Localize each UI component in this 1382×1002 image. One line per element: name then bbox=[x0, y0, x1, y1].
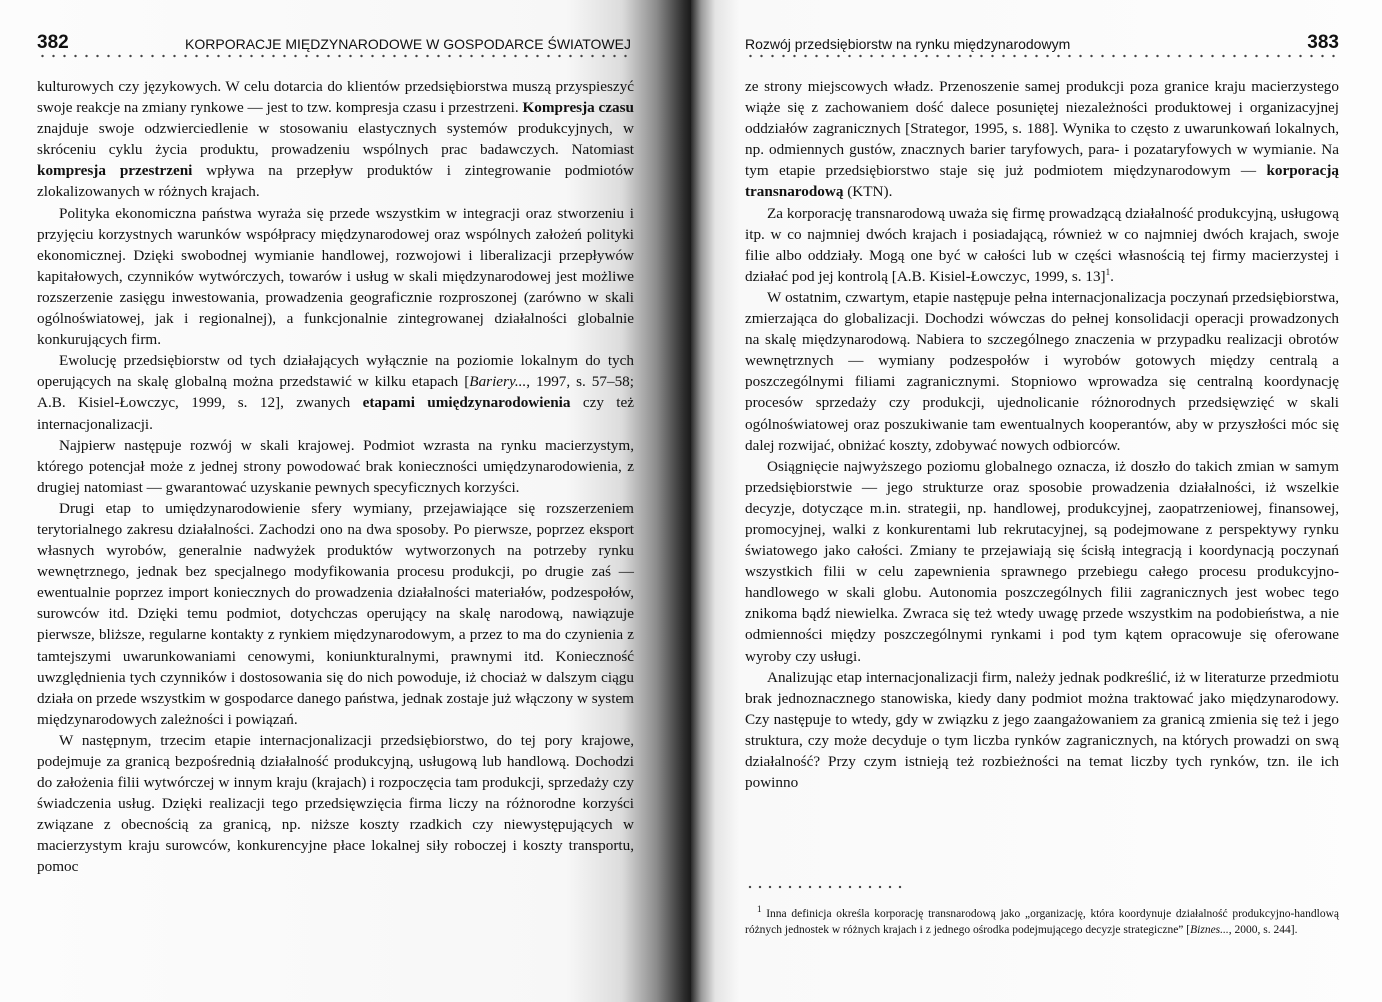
paragraph bbox=[745, 667, 1339, 794]
right-running-title: Rozwój przedsiębiorstw na rynku międzynarodowym bbox=[745, 36, 1071, 52]
left-body-text bbox=[37, 76, 634, 878]
bold-term: korporacją transnarodową bbox=[745, 162, 1339, 201]
right-page bbox=[691, 0, 1382, 1002]
footnote bbox=[745, 906, 1339, 938]
left-running-title: KORPORACJE MIĘDZYNARODOWE W GOSPODARCE ŚWIATOWEJ bbox=[185, 36, 631, 52]
text-run: Analizując etap internacjonalizacji firm, należy jednak podkreślić, iż w literaturze przedmiotu brak jednoznacznego stanowiska, kiedy dany podmiot można traktować jako międzynarodowy. Czy następuje to wtedy, gdy w związku z jego zaangażowaniem za granicą zmienia się też i jego struktura, czy może decyduje o tym liczba rynków zagranicznych, na których prowadzi on swą działalność? Przy czym istnieją też rozbieżności na temat liczby tych rynków, tzn. ile ich powinno bbox=[745, 668, 1339, 792]
paragraph bbox=[37, 203, 634, 351]
right-page-number: 383 bbox=[1307, 32, 1339, 53]
left-running-header bbox=[37, 30, 631, 56]
text-run: Osiągnięcie najwyższego poziomu globalnego oznacza, iż doszło do takich zmian w samym przedsiębiorstwie — jego strukturze oraz sposobie prowadzenia działalności, iż wszelkie decyzje, dotyczące m.in. strategii, np. handlowej, produkcyjnej, zaopatrzeniowej, finansowej, promocyjnej, walki z konkurentami lub rekrutacyjnej, są podejmowane z perspektywy rynku światowego jako całości. Zmiany te przejawiają się ścisłą integracją i koordynacją poczynań wszystkich filii w celu zapewnienia sprawnego przebiegu całego procesu produkcyjno-handlowego w skali globu. Autonomia poszczególnych filii zagranicznych jest wobec tego znikoma bądź niewielka. Zwraca się też wtedy uwagę przede wszystkim na podobieństwa, a nie odmienności między poszczególnymi rynkami i pod tym kątem opracowuje się oferowane wyroby czy usługi. bbox=[745, 457, 1339, 665]
text-run: Drugi etap to umiędzynarodowienie sfery wymiany, przejawiające się rozszerzeniem terytorialnego zakresu działalności. Zachodzi ono na dwa sposoby. Po pierwsze, poprzez eksport własnych wyrobów, generalnie nadwyżek produktów wytworzonych na potrzeby rynku wewnętrznego, jednak bez specjalnego modyfikowania procesu produkcji, po drugie zaś — ewentualnie poprzez import koniecznych do prowadzenia działalności materiałów, podzespołów, surowców itd. Dzięki temu podmiot, dotychczas operujący na skalę narodową, nawiązuje pierwsze, bliższe, regularne kontakty z rynkiem międzynarodowym, a przez to ma do czynienia z tamtejszymi uwarunkowaniami cenowymi, koniunkturalnymi, prawnymi itd. Konieczność uwzględnienia tych czynników i dostosowania się do nich powoduje, iż chociaż w dalszym ciągu działa on przede wszystkim w gospodarce danego państwa, jednak zostaje już włączony w system międzynarodowych zależności i powiązań. bbox=[37, 499, 634, 728]
right-running-header bbox=[745, 30, 1339, 56]
bold-term: kompresja przestrzeni bbox=[37, 162, 193, 180]
paragraph bbox=[745, 76, 1339, 203]
text-run: . bbox=[1110, 267, 1114, 285]
text-run: wpływa na przepływ produktów i zintegrowanie podmiotów zlokalizowanych w różnych krajach. bbox=[37, 162, 634, 201]
bold-term: etapami umiędzynarodowienia bbox=[362, 394, 571, 412]
right-body-text bbox=[745, 76, 1339, 793]
footnote-marker: 1 bbox=[757, 904, 762, 915]
text-run: znajduje swoje odzwierciedlenie w stosowaniu elastycznych systemów produkcyjnych, w skróceniu cyklu życia produktu, prowadzeniu wspólnych prac badawczych. Natomiast bbox=[37, 120, 634, 159]
paragraph bbox=[37, 350, 634, 434]
left-page-number: 382 bbox=[37, 32, 69, 53]
paragraph bbox=[745, 287, 1339, 456]
text-run: Inna definicja określa korporację transnarodową jako „organizację, która koordynuje działalność produkcyjno-handlową różnych jednostek w różnych krajach i z jednego ośrodka podejmującego decyzje strategiczne” [ bbox=[745, 908, 1339, 936]
text-run: Najpierw następuje rozwój w skali krajowej. Podmiot wzrasta na rynku macierzystym, którego potencjał może z jednej strony powodować brak konieczności umiędzynarodowienia, z drugiej natomiast — gwarantować uzyskanie pewnych specyficznych korzyści. bbox=[37, 436, 634, 496]
text-run: W następnym, trzecim etapie internacjonalizacji przedsiębiorstwo, do tej pory krajowe, podejmuje za granicą bezpośrednią działalność produkcyjną, usługową lub handlową. Dochodzi do założenia filii wytwórczej w innym kraju (krajach) i rozpoczęcia tam produkcji, sprzedaży czy świadczenia usług. Dzięki realizacji tego przedsięwzięcia firma liczy na różnorodne korzyści związane z obecnością za granicą, np. niższe koszty rzadkich czy niewystępujących w macierzystym kraju surowców, konkurencyjne płace lokalnej siły roboczej i koszty transportu, pomoc bbox=[37, 731, 634, 876]
text-run: Ewolucję przedsiębiorstw od tych działających wyłącznie na poziomie lokalnym do tych operujących na skalę globalną można przedstawić w kilku etapach [ bbox=[37, 352, 634, 391]
text-run: (KTN). bbox=[843, 183, 893, 201]
left-header-dotted-rule bbox=[37, 54, 631, 58]
text-run: Polityka ekonomiczna państwa wyraża się przede wszystkim w integracji oraz stworzeniu i przyjęciu korzystnych warunków współpracy międzynarodowej oraz wspólnych założeń polityki ekonomicznej. Dzięki swobodnej wymianie handlowej, rozwojowi i liberalizacji przepływów kapitałowych, czynników wytwórczych, towarów i usług w skali międzynarodowej jest możliwe rozszerzenie zasięgu inwestowania, prowadzenia geograficznie rozproszonej (zarówno w skali ogólnoświatowej, jak i regionalnej), a funkcjonalnie zintegrowanej działalności globalnie konkurujących firm. bbox=[37, 204, 634, 349]
text-run: Za korporację transnarodową uważa się firmę prowadzącą działalność produkcyjną, usługową itp. w co najmniej dwóch krajach i posiadającą, również w co najmniej dwóch krajach, swoje filie albo oddziały. Mogą one być w całości lub w części własnością tej firmy macierzystej i działać pod jej kontrolą [A.B. Kisiel-Łowczyc, 1999, s. 13] bbox=[745, 204, 1339, 285]
text-run: ze strony miejscowych władz. Przenoszenie samej produkcji poza granice kraju macierzystego wiąże się z zachowaniem dość dalece posuniętej niezależności produktowej i organizacyjnej oddziałów zagranicznych [Strategor, 1995, s. 188]. Wynika to często z uwarunkowań lokalnych, np. odmiennych gustów, znacznych barier taryfowych, para- i pozataryfowych w wymianie. Na tym etapie przedsiębiorstwo staje się już podmiotem międzynarodowym — bbox=[745, 78, 1339, 180]
paragraph bbox=[37, 76, 634, 203]
paragraph bbox=[37, 730, 634, 878]
bold-term: Kompresja czasu bbox=[522, 99, 634, 117]
text-run: kulturowych czy językowych. W celu dotarcia do klientów przedsiębiorstwa muszą przyspieszyć swoje reakcje na zmiany rynkowe — jest to tzw. kompresja czasu i przestrzeni. bbox=[37, 78, 634, 117]
paragraph bbox=[745, 203, 1339, 287]
paragraph bbox=[37, 435, 634, 498]
italic-citation: Bariery... bbox=[469, 373, 527, 391]
text-run: czy też internacjonalizacji. bbox=[37, 394, 635, 433]
text-run: W ostatnim, czwartym, etapie następuje pełna internacjonalizacja poczynań przedsiębiorstwa, zmierzająca do globalizacji. Dochodzi wówczas do pełnej konsolidacji operacji prowadzonych na skalę międzynarodową. Nabiera to szczególnego znaczenia w przypadku realizacji obrotów wewnętrznych — wymiany podzespołów i wyrobów gotowych między centralą a poszczególnymi filiami zagranicznymi. Stopniowo wprowadza się centralną koordynację procesów sprzedaży czy produkcji, ujednolicanie różnorodnych przedsięwzięć w skali ogólnoświatowej oraz poszukiwanie tam ewentualnych kooperantów, aby w przyszłości móc się dalej rozwijać, obniżać koszty, zdobywać nowych odbiorców. bbox=[745, 288, 1339, 454]
footnote-marker: 1 bbox=[1105, 266, 1111, 277]
right-header-dotted-rule bbox=[745, 54, 1339, 58]
italic-citation: Biznes... bbox=[1190, 924, 1229, 936]
footnote-dotted-rule bbox=[745, 885, 905, 889]
paragraph bbox=[37, 498, 634, 730]
text-run: , 2000, s. 244]. bbox=[1228, 924, 1298, 936]
paragraph bbox=[745, 456, 1339, 667]
text-run: , 1997, s. 57–58; A.B. Kisiel-Łowczyc, 1999, s. 12], zwanych bbox=[37, 373, 634, 412]
